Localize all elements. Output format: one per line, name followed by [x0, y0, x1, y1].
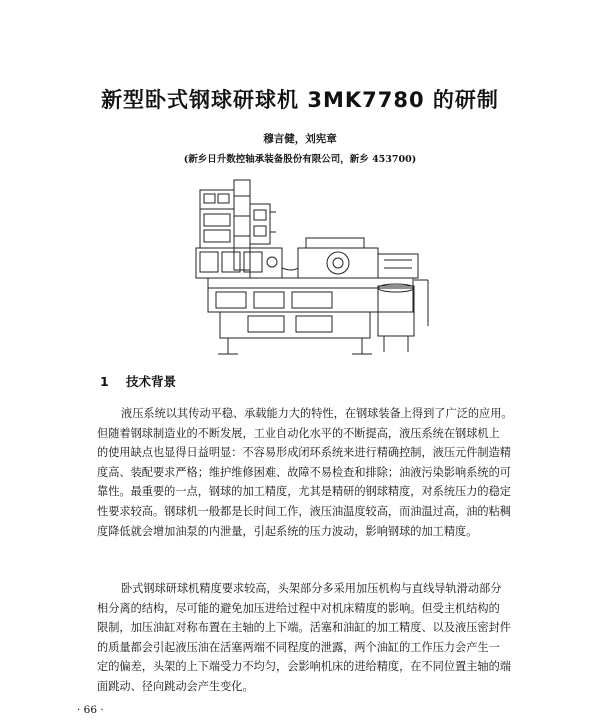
text-line: 靠性。最重要的一点，钢球的加工精度，尤其是精研的钢球精度，对系统压力的稳定 [97, 485, 511, 499]
section-title: 技术背景 [126, 374, 177, 389]
text-line: 度高、装配要求严格；维护维修困难、故障不易检查和排除；油液污染影响系统的可 [97, 465, 511, 479]
affiliation-line: (新乡日升数控轴承装备股份有限公司，新乡 453700) [183, 154, 417, 165]
text-line: 度降低就会增加油泵的内泄量，引起系统的压力波动，影响钢球的加工精度。 [97, 524, 478, 538]
author-line: 穆言健，刘宪章 [263, 133, 337, 145]
paragraph-1 [97, 404, 531, 541]
page-number: · 66 · [77, 704, 104, 716]
section-heading [100, 372, 176, 390]
text-line: 相分离的结构，尽可能的避免加压进给过程中对机床精度的影响。但受主机结构的 [97, 601, 500, 615]
text-line: 的质量都会引起液压油在活塞两端不同程度的泄露，两个油缸的工作压力会产生一 [97, 640, 500, 654]
text-line: 但随着钢球制造业的不断发展，工业自动化水平的不断提高，液压系统在钢球机上 [97, 426, 500, 440]
column-tower [234, 180, 250, 270]
paper-title: 新型卧式钢球研球机 3MK7780 的研制 [101, 88, 499, 112]
machine-bed [208, 278, 413, 312]
text-line: 面跳动、径向跳动会产生变化。 [97, 679, 254, 693]
machine-figure [188, 176, 438, 361]
text-line: 卧式钢球研球机精度要求较高，头架部分多采用加压机构与直线导轨滑动部分 [121, 582, 502, 595]
text-line: 液压系统以其传动平稳、承载能力大的特性，在钢球装备上得到了广泛的应用。 [121, 407, 513, 420]
paragraph-2 [97, 579, 531, 697]
section-number: 1 [100, 374, 109, 389]
text-line: 性要求较高。钢球机一般都是长时间工作，液压油温度较高，而油温过高，油的粘稠 [97, 504, 511, 518]
text-line: 的使用缺点也显得日益明显：不容易形成闭环系统来进行精确控制，液压元件制造精 [97, 446, 511, 460]
text-line: 限制，加压油缸对称布置在主轴的上下端。活塞和油缸的加工精度、以及液压密封件 [97, 621, 511, 635]
text-line: 定的偏差，头架的上下端受力不均匀，会影响机床的进给精度，在不同位置主轴的端 [97, 660, 511, 674]
